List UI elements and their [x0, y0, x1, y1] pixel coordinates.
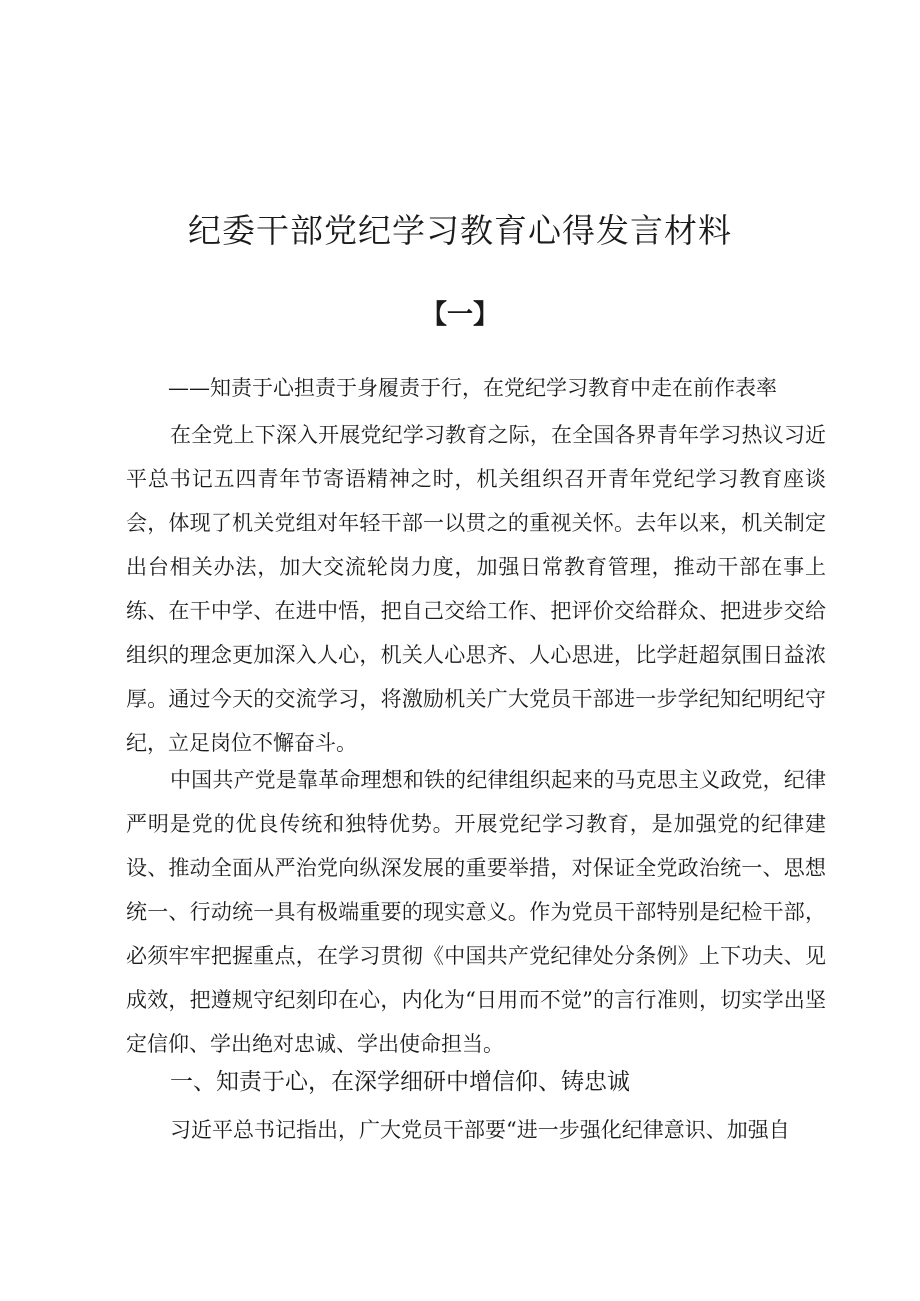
section-heading: 一、知责于心，在深学细研中增信仰、铸忠诚 [170, 1069, 630, 1095]
document-title: 纪委干部党纪学习教育心得发言材料 [188, 211, 732, 250]
subtitle: ——知责于心担责于身履责于行，在党纪学习教育中走在前作表率 [168, 376, 777, 400]
section-number: 【一】 [420, 300, 499, 330]
body-paragraph: 中国共产党是靠革命理想和铁的纪律组织起来的马克思主义政党，纪律严明是党的优良传统和独特优势。开展党纪学习教育，是加强党的纪律建设、推动全面从严治党向纵深发展的重要举措，对保证全党政治统一、思想统一、行动统一具有极端重要的现实意义。作为党员干部特别是纪检干部，必须牢牢把握重点，在学习贯彻《中国共产党纪律处分条例》上下功夫、见成效，把遵规守纪刻印在心，内化为“日用而不觉”的言行准则，切实学出坚定信仰、学出绝对忠诚、学出使命担当。 [126, 768, 826, 1056]
body-paragraph: 习近平总书记指出，广大党员干部要“进一步强化纪律意识、加强自 [170, 1118, 790, 1142]
body-paragraph: 在全党上下深入开展党纪学习教育之际，在全国各界青年学习热议习近平总书记五四青年节寄语精神之时，机关组织召开青年党纪学习教育座谈会，体现了机关党组对年轻干部一以贯之的重视关怀。去年以来，机关制定出台相关办法，加大交流轮岗力度，加强日常教育管理，推动干部在事上练、在干中学、在进中悟，把自己交给工作、把评价交给群众、把进步交给组织的理念更加深入人心，机关人心思齐、人心思进，比学赶超氛围日益浓厚。通过今天的交流学习，将激励机关广大党员干部进一步学纪知纪明纪守纪，立足岗位不懈奋斗。 [126, 423, 826, 755]
